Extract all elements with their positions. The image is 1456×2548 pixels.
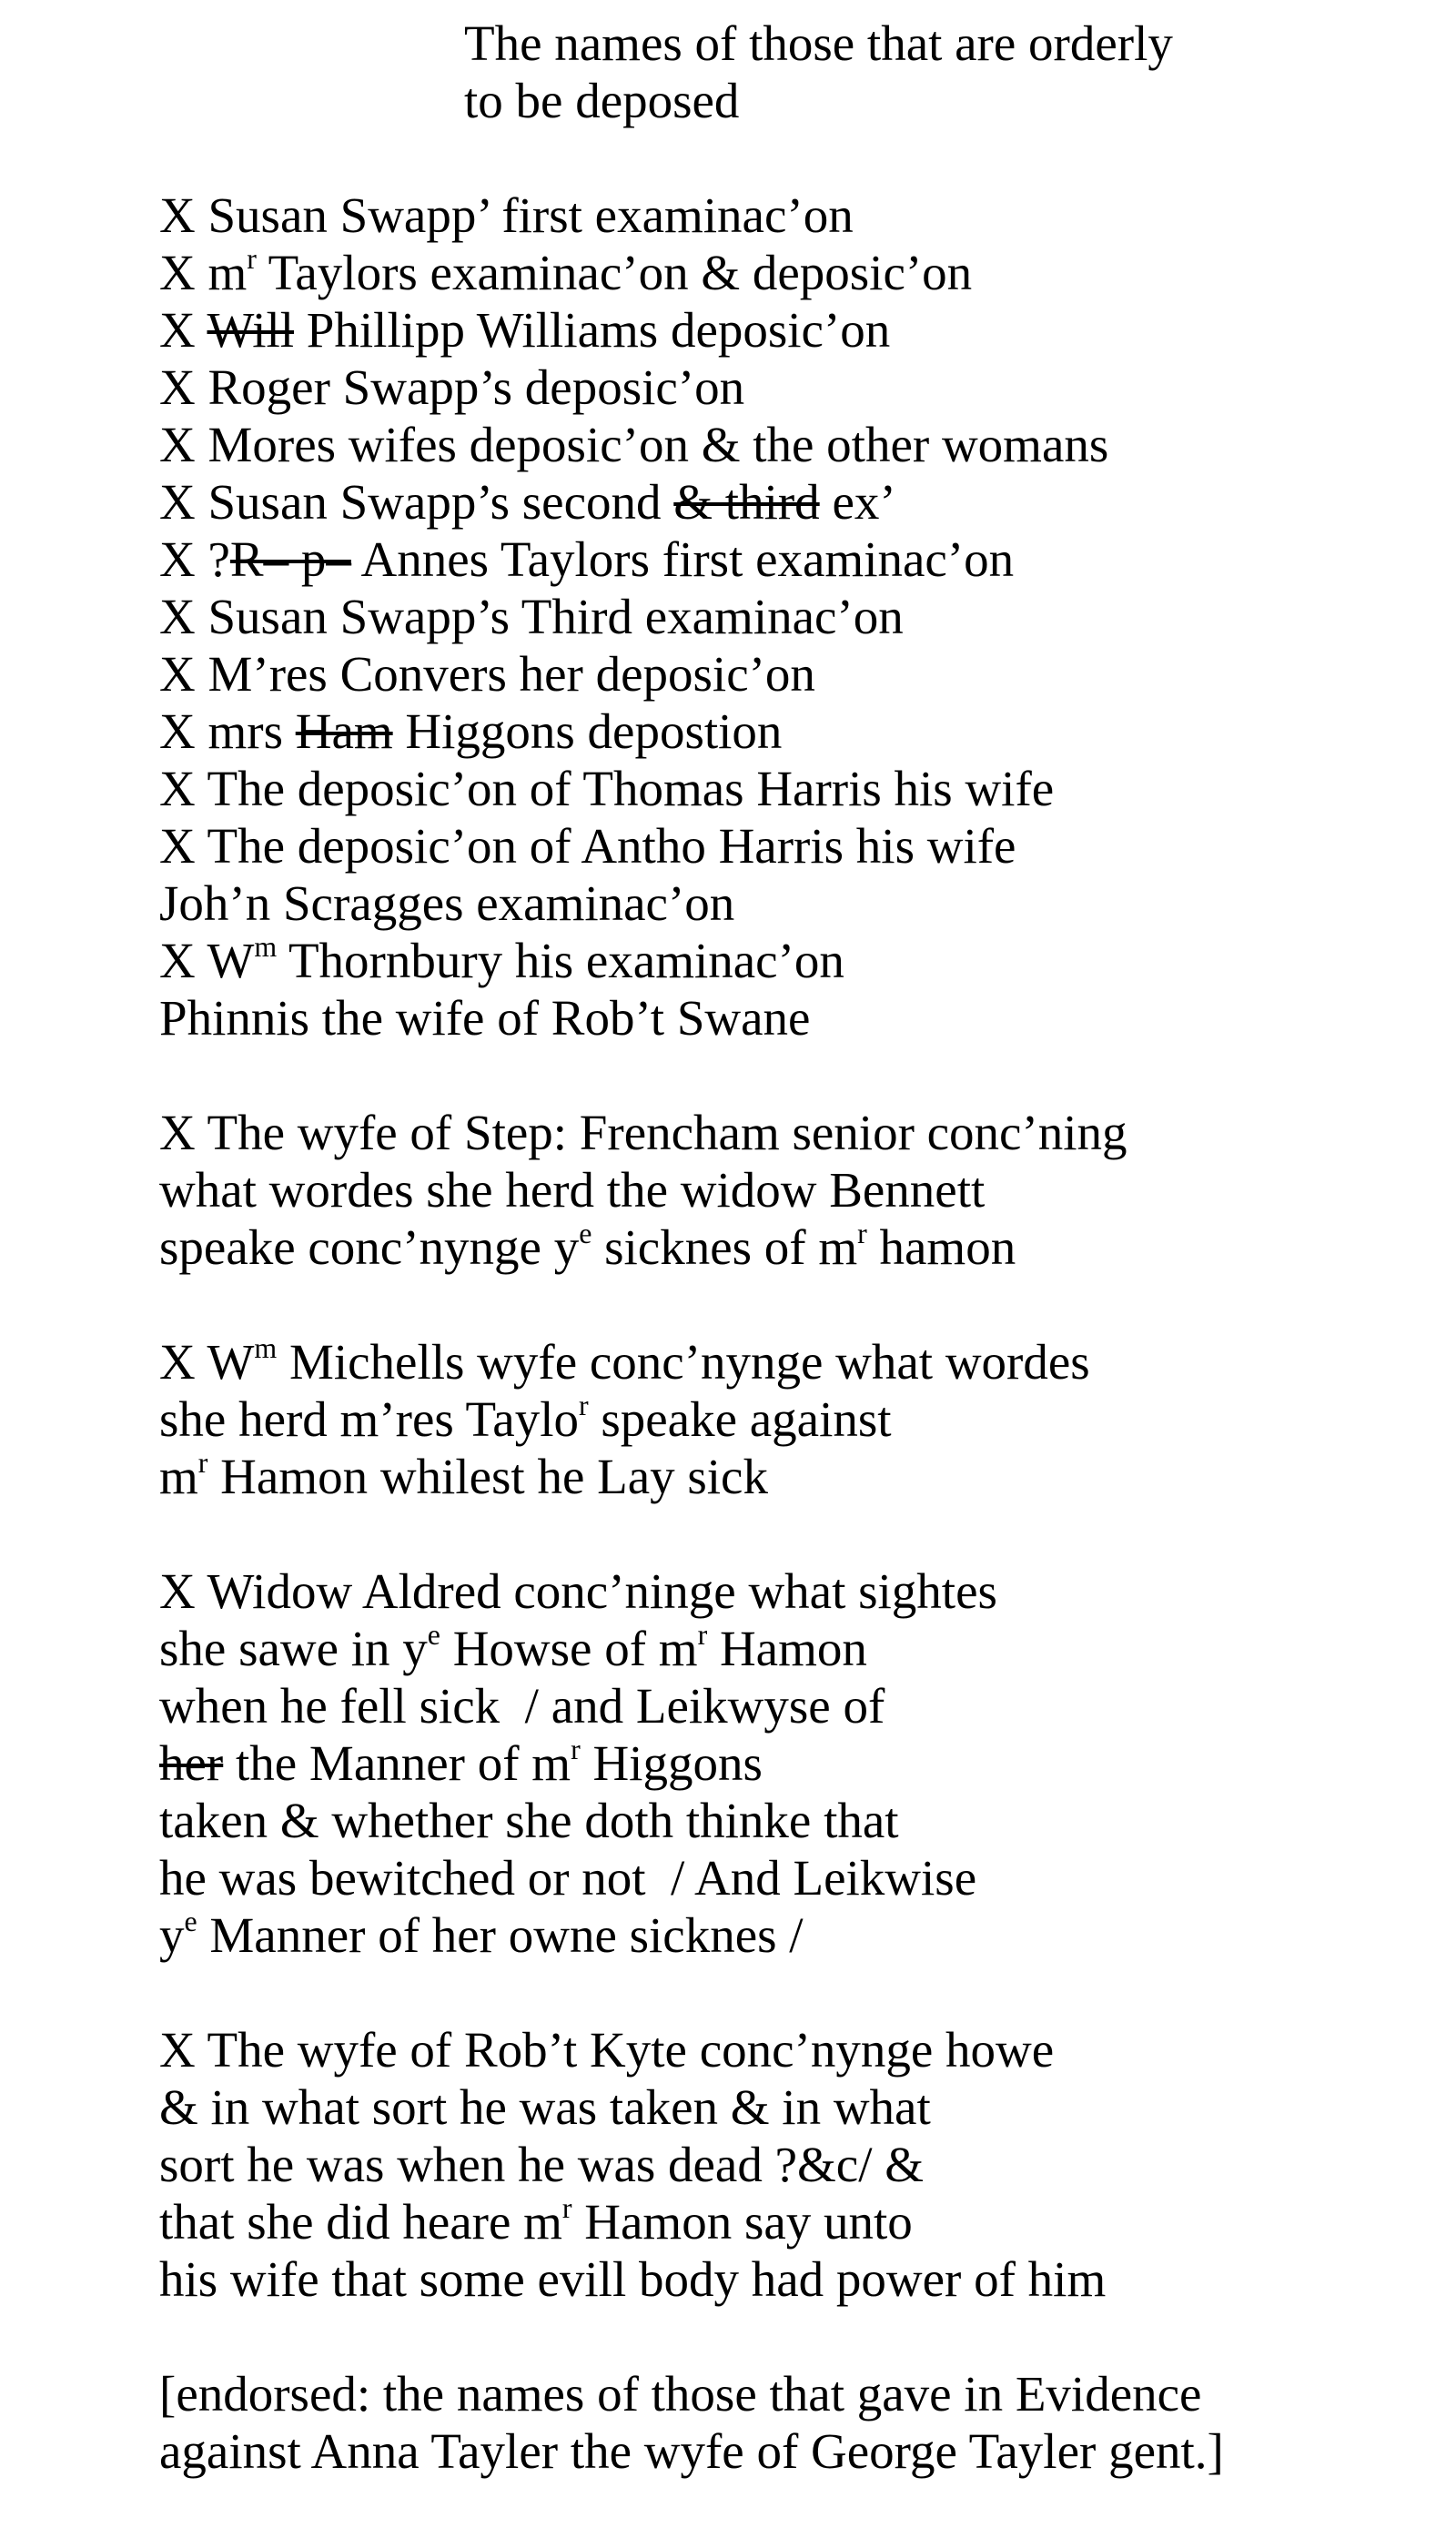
text-segment: taken & whether she doth thinke that bbox=[159, 1793, 899, 1848]
text-line bbox=[159, 1104, 1420, 1161]
text-segment: Taylors examinac’on & deposic’on bbox=[256, 245, 973, 300]
superscript-text: r bbox=[578, 1390, 589, 1422]
text-line bbox=[159, 817, 1420, 875]
text-line bbox=[159, 1448, 1420, 1505]
paragraph-frencham-wife bbox=[159, 1104, 1420, 1276]
paragraph-michells-wife bbox=[159, 1333, 1420, 1505]
text-line bbox=[159, 2021, 1420, 2078]
text-segment: Michells wyfe conc’nynge what wordes bbox=[277, 1334, 1090, 1390]
text-segment: she herd m’res Taylo bbox=[159, 1391, 579, 1447]
text-line bbox=[159, 875, 1420, 932]
struck-text: & third bbox=[673, 474, 820, 530]
text-segment: his wife that some evill body had power of him bbox=[159, 2251, 1107, 2307]
document-title bbox=[464, 15, 1420, 129]
text-line bbox=[159, 473, 1420, 531]
text-line bbox=[159, 1906, 1420, 1964]
text-line bbox=[159, 1161, 1420, 1218]
text-line bbox=[159, 1218, 1420, 1276]
title-line: to be deposed bbox=[464, 73, 740, 128]
text-segment: Higgons depostion bbox=[392, 703, 783, 759]
paragraph-kyte-wife bbox=[159, 2021, 1420, 2308]
text-segment: Hamon bbox=[707, 1621, 867, 1676]
text-segment: X mrs bbox=[159, 703, 296, 759]
text-line bbox=[159, 2078, 1420, 2136]
struck-text: Ham bbox=[295, 703, 393, 759]
superscript-text: e bbox=[427, 1619, 440, 1652]
text-segment: m bbox=[159, 1449, 198, 1504]
text-line bbox=[159, 416, 1420, 473]
text-segment: speake conc’nynge y bbox=[159, 1219, 580, 1275]
text-segment: X W bbox=[159, 1334, 255, 1390]
text-segment: X The deposic’on of Thomas Harris his wife bbox=[159, 761, 1055, 816]
struck-text: Will bbox=[207, 302, 295, 358]
text-line bbox=[159, 1390, 1420, 1448]
text-line bbox=[159, 989, 1420, 1046]
text-line bbox=[159, 760, 1420, 817]
text-line bbox=[159, 1849, 1420, 1906]
text-line bbox=[159, 187, 1420, 244]
text-segment: X bbox=[159, 302, 207, 358]
text-line bbox=[159, 2193, 1420, 2250]
text-line bbox=[159, 588, 1420, 645]
text-segment: he was bewitched or not / And Leikwise bbox=[159, 1850, 977, 1906]
text-segment: she sawe in y bbox=[159, 1621, 428, 1676]
text-segment: Manner of her owne sicknes / bbox=[197, 1907, 804, 1963]
text-segment: X The deposic’on of Antho Harris his wife bbox=[159, 818, 1016, 874]
text-segment: X Mores wifes deposic’on & the other womans bbox=[159, 417, 1109, 472]
text-segment: Phillipp Williams deposic’on bbox=[294, 302, 891, 358]
text-line bbox=[159, 645, 1420, 703]
superscript-text: r bbox=[561, 2192, 572, 2225]
struck-text: R– p– bbox=[229, 531, 351, 587]
text-line bbox=[159, 359, 1420, 416]
text-segment: X Susan Swapp’ first examinac’on bbox=[159, 187, 854, 243]
text-segment: sort he was when he was dead ?&c/ & bbox=[159, 2137, 925, 2192]
superscript-text: e bbox=[579, 1218, 592, 1250]
superscript-text: r bbox=[571, 1734, 581, 1766]
text-line bbox=[159, 932, 1420, 989]
superscript-text: r bbox=[857, 1218, 867, 1250]
text-segment: X The wyfe of Rob’t Kyte conc’nynge howe bbox=[159, 2022, 1055, 2078]
text-line bbox=[159, 2422, 1420, 2480]
text-segment: hamon bbox=[866, 1219, 1016, 1275]
text-segment: X Susan Swapp’s Third examinac’on bbox=[159, 589, 904, 644]
superscript-text: r bbox=[697, 1619, 708, 1652]
text-segment: Thornbury his examinac’on bbox=[277, 933, 844, 988]
text-segment: & in what sort he was taken & in what bbox=[159, 2079, 931, 2135]
text-line bbox=[159, 2250, 1420, 2308]
text-segment: when he fell sick / and Leikwyse of bbox=[159, 1678, 885, 1734]
text-segment: what wordes she herd the widow Bennett bbox=[159, 1162, 986, 1218]
text-line bbox=[159, 1562, 1420, 1620]
text-segment: that she did heare m bbox=[159, 2194, 562, 2250]
text-segment: sicknes of m bbox=[592, 1219, 858, 1275]
text-segment: the Manner of m bbox=[223, 1735, 571, 1791]
text-segment: X M’res Convers her deposic’on bbox=[159, 646, 815, 702]
text-segment: X ? bbox=[159, 531, 230, 587]
text-segment: Howse of m bbox=[440, 1621, 698, 1676]
text-line bbox=[159, 2136, 1420, 2193]
text-segment: Hamon say unto bbox=[571, 2194, 913, 2250]
text-line bbox=[159, 1333, 1420, 1390]
text-segment: X Susan Swapp’s second bbox=[159, 474, 674, 530]
text-line bbox=[159, 1677, 1420, 1734]
text-segment: Phinnis the wife of Rob’t Swane bbox=[159, 990, 811, 1046]
text-segment: [endorsed: the names of those that gave in Evidence bbox=[159, 2366, 1202, 2422]
text-line bbox=[159, 703, 1420, 760]
text-segment: X W bbox=[159, 933, 255, 988]
text-segment: Higgons bbox=[580, 1735, 763, 1791]
text-line bbox=[159, 1792, 1420, 1849]
superscript-text: m bbox=[254, 931, 278, 964]
text-segment: y bbox=[159, 1907, 185, 1963]
text-line bbox=[159, 531, 1420, 588]
text-segment: against Anna Tayler the wyfe of George Tayler gent.] bbox=[159, 2423, 1224, 2479]
text-line bbox=[159, 1620, 1420, 1677]
text-segment: X Roger Swapp’s deposic’on bbox=[159, 359, 745, 415]
text-segment: X m bbox=[159, 245, 248, 300]
deposition-list bbox=[159, 187, 1420, 1046]
text-segment: speake against bbox=[588, 1391, 892, 1447]
superscript-text: r bbox=[247, 243, 257, 276]
text-segment: ex’ bbox=[819, 474, 896, 530]
text-line bbox=[159, 301, 1420, 359]
text-segment: Annes Taylors first examinac’on bbox=[350, 531, 1015, 587]
superscript-text: e bbox=[184, 1906, 197, 1938]
endorsement-note bbox=[159, 2365, 1420, 2480]
text-segment: X Widow Aldred conc’ninge what sightes bbox=[159, 1563, 997, 1619]
text-segment: Joh’n Scragges examinac’on bbox=[159, 875, 735, 931]
superscript-text: r bbox=[197, 1447, 208, 1480]
text-line bbox=[159, 1734, 1420, 1792]
text-segment: Hamon whilest he Lay sick bbox=[207, 1449, 768, 1504]
title-line: The names of those that are orderly bbox=[464, 15, 1173, 71]
text-line bbox=[159, 2365, 1420, 2422]
superscript-text: m bbox=[254, 1332, 278, 1365]
paragraph-widow-aldred bbox=[159, 1562, 1420, 1964]
text-line bbox=[159, 244, 1420, 301]
struck-text: her bbox=[159, 1735, 224, 1791]
text-segment: X The wyfe of Step: Frencham senior conc’ning bbox=[159, 1105, 1127, 1160]
document-body bbox=[159, 187, 1420, 2480]
